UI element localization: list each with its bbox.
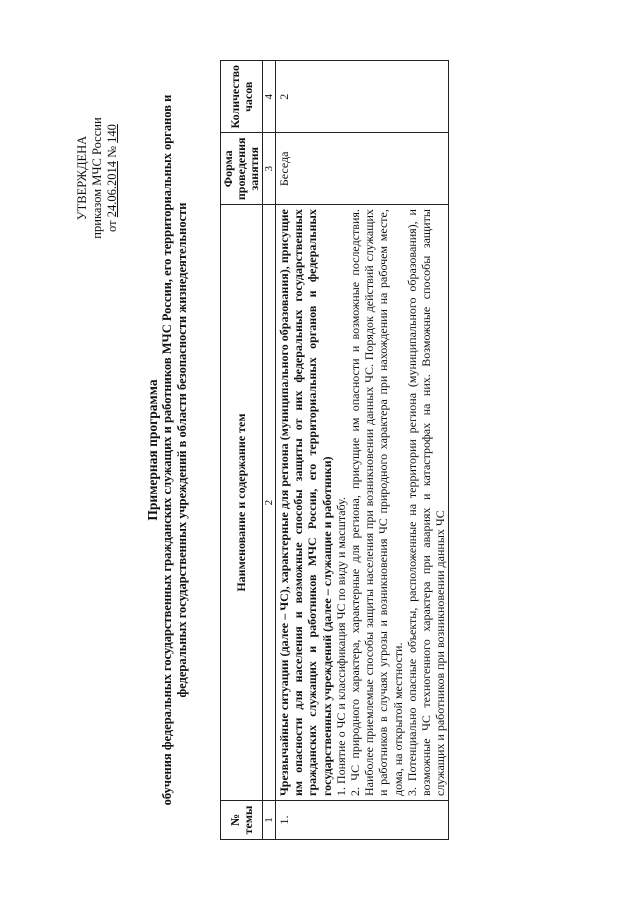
header-topic-number: № темы	[221, 801, 263, 840]
approval-date: 24.06.2014	[105, 161, 119, 218]
column-number-row	[263, 61, 276, 840]
approval-stamp	[75, 68, 120, 288]
header-form: Форма проведения занятия	[221, 133, 263, 205]
column-number: 4	[263, 61, 276, 133]
approval-order-line: приказом МЧС России	[90, 117, 104, 239]
topic-content	[276, 205, 449, 801]
header-topic-name: Наименование и содержание тем	[221, 205, 263, 801]
topic-title: Чрезвычайные ситуации (далее – ЧС), характерные для региона (муниципального образования), присущие им опасности для населения и возможные способы защиты от них федеральных государственных гражданских служащих и работников МЧС России, его территориальных органов и федеральных государственных учреждений (далее – служащие и работники)	[277, 209, 334, 796]
topic-item: 1. Понятие о ЧС и классификация ЧС по виду и масштабу.	[333, 497, 348, 796]
column-number: 3	[263, 133, 276, 205]
date-prefix: от	[105, 220, 119, 232]
program-subtitle: обучения федеральных государственных гражданских служащих и работников МЧС России, его территориальных органов и федеральных государственных учреждений в области безопасности жизнедеятельности	[160, 94, 189, 806]
approval-date-line	[105, 68, 120, 288]
approval-status: УТВЕРЖДЕНА	[75, 135, 89, 221]
topic-item: 2. ЧС природного характера, характерные для региона, присущие им опасности и возможные последствия. Наиболее приемлемые способы защиты населения при возникновении данных ЧС. Порядок действий служащих и работников в случаях угрозы и возникновения ЧС природного характера при нахождении на рабочем месте, дома, на открытой местности.	[348, 209, 405, 796]
program-title: Примерная программа	[145, 379, 160, 521]
header-hours: Количество часов	[221, 61, 263, 133]
program-table	[220, 60, 449, 840]
column-number: 1	[263, 801, 276, 840]
table-row	[276, 61, 449, 840]
column-number: 2	[263, 205, 276, 801]
topic-hours: 2	[276, 61, 449, 133]
number-prefix: №	[105, 145, 119, 158]
approval-number: 140	[105, 124, 119, 143]
topic-item: 3. Потенциально опасные объекты, расположенные на территории региона (муниципального образования), и возможные ЧС техногенного характера при авариях и катастрофах на них. Возможные способы защиты служащих и работников при возникновении данных ЧС	[404, 209, 448, 796]
topic-number: 1.	[276, 801, 449, 840]
rotated-document-page	[75, 60, 545, 840]
topic-form: Беседа	[276, 133, 449, 205]
table-header-row	[221, 61, 263, 840]
program-heading	[145, 60, 190, 840]
